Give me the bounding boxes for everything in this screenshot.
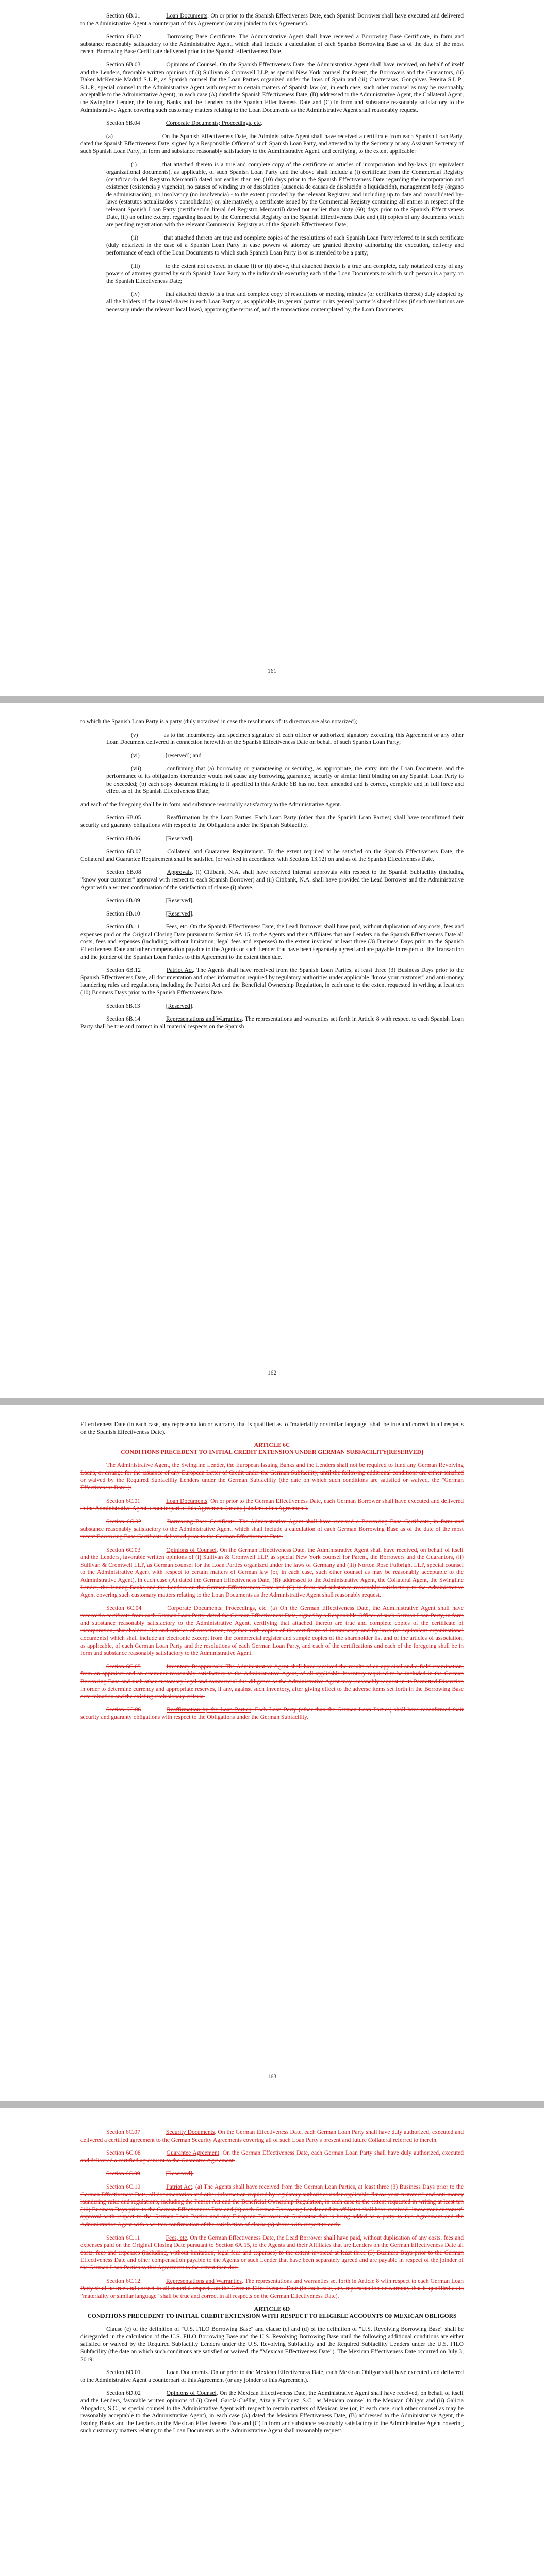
section-6b07: Section 6B.07 Collateral and Guarantee Requirement. To the extent required to be satisfied on the Spanish Effectiveness Date, the Collateral and Guarantee Requirement shall be satisfied (or waived in accordance with Sections 13.12) on and as of the Spanish Effectiveness Date. bbox=[80, 848, 464, 862]
section-6b10: Section 6B.10 [Reserved]. bbox=[106, 910, 194, 917]
section-6b09: Section 6B.09 [Reserved]. bbox=[106, 897, 194, 904]
section-6c04: Section 6C.04 Corporate Documents; Proceedings, etc. (a) On the German Effectiveness Date, the Administrative Agent shall have received a certificate from each German Loan Party, dated the German Effectiveness Date, signed by a Responsible Officer of such German Loan Party, in form and substance reasonably satisfactory to the Administrative Agent, certifying that attached thereto are true and complete copies of the certificate of incorporation, shareholders' list and articles of association, together with copies of the certificate of incumbency and by-laws (or equivalent organizational documents) which shall include an electronic excerpt from the commercial register and sample copies of the shareholder list and of the articles of association, as applicable, of each German Loan Party and the resolutions of each German Loan Party, and each of the certifications and each of the foregoing shall be in form and substance reasonably satisfactory to the Administrative Agent. bbox=[80, 1604, 464, 1657]
section-6b14: Section 6B.14 Representations and Warranties. The representations and warranties set forth in Article 8 with respect to each Spanish Loan Party shall be true and correct in all material respects on the Spanish bbox=[80, 1015, 464, 1030]
section-6b02: Section 6B.02 Borrowing Base Certificate. The Administrative Agent shall have received a Borrowing Base Certificate, in form and substance reasonably satisfactory to the Administrative Agent, which shall include a calculation of each Spanish Borrowing Base as of the date of the most recent Borrowing Base Certificate delivered prior to the Spanish Effectiveness Date. bbox=[80, 33, 464, 55]
section-6b06: Section 6B.06 [Reserved]. bbox=[106, 835, 194, 842]
section-6b08: Section 6B.08 Approvals. (i) Citibank, N.A. shall have received internal approvals with respect to the Spanish Subfacility (including "know your customer" approval with respect to each Spanish Borrower) and (ii) Citibank, N.A. shall have provided the Lead Borrower and the Administrative Agent with a written confirmation of the satisfaction of clause (i) above. bbox=[80, 869, 464, 891]
section-6b12: Section 6B.12 Patriot Act. The Agents shall have received from the Spanish Loan Parties, at least three (3) Business Days prior to the Spanish Effectiveness Date, all documentation and other information required by regulatory authorities under applicable "know your customer" and anti-money laundering rules and regulations, including the Patriot Act and the Beneficial Ownership Regulation, in each case to the extent requested in writing at least ten (10) Business Days prior to the Spanish Effectiveness Date. bbox=[80, 967, 464, 996]
article-6d-intro: Clause (c) of the definition of "U.S. FILO Borrowing Base" and clause (c) and (d) of the definition of "U.S. Revolving Borrowing Base" shall be disregarded in the calculation of the U.S. FILO Borrowing Base and the U.S. Revolving Borrowing Base until the following additional conditions are either satisfied or waived by the Required Subfacility Lenders under the U.S. Revolving Subfacility and the Required Subfacility Lenders under the U.S. FILO Subfacility (the date on which such conditions are satisfied or waived, the "Mexican Effectiveness Date"). The Mexican Effectiveness Date occurred on July 3, 2019: bbox=[80, 2326, 464, 2363]
section-6b04: Section 6B.04 Corporate Documents; Proceedings, etc. bbox=[106, 120, 262, 127]
section-6d01: Section 6D.01 Loan Documents. On or prior to the Mexican Effectiveness Date, each Mexican Obligor shall have executed and delivered to the Administrative Agent a counterpart of this Agreement (or any joinder to this Agreement). bbox=[80, 2369, 464, 2383]
page-164 bbox=[0, 2108, 544, 2576]
section-6c06: Section 6C.06 Reaffirmation by the Loan Parties. Each Loan Party (other than the German Loan Parties) shall have reconfirmed their security and guaranty obligations with respect to the Obligations under the German Subfacility. bbox=[80, 1706, 464, 1721]
page-number: 161 bbox=[267, 668, 277, 674]
section-6b04-a-vii: (vii) confirming that (a) borrowing or guaranteeing or securing, as appropriate, the entry into the Loan Documents and the performance of its obligations thereunder would not cause any borrowing, guarantee, security or similar limit binding on any Spanish Loan Party to be exceeded; (b) each copy document relating to it specified in this Article 6B has not been amended and is correct, complete and in full force and effect as of the Spanish Effectiveness Date; bbox=[106, 765, 464, 795]
section-6c05: Section 6C.05 Inventory Reappraisals. The Administrative Agent shall have received the results of an appraisal and a field examination, from an appraiser and an examiner reasonably satisfactory to the Administrative Agent, of all applicable Inventory required to be included in the German Borrowing Base and such other customary legal and commercial due diligence as the Administrative Agent may reasonably request in its Permitted Discretion in order to determine currency and appropriate reserves, if any, against such Inventory, after giving effect to the adverse items set forth in the Borrowing Base determination and the existing exclusionary criteria. bbox=[80, 1663, 464, 1700]
section-6c01: Section 6C.01 Loan Documents. On or prior to the German Effectiveness Date, each German Borrower shall have executed and delivered to the Administrative Agent a counterpart of this Agreement (or any joinder to this Agreement). bbox=[80, 1497, 464, 1512]
section-6c07: Section 6C.07 Security Documents. On the German Effectiveness Date, each German Loan Party shall have duly authorized, executed and delivered a certified agreement to the German Security Agreements covering all of such Loan Party's present and future Collateral referred to therein. bbox=[80, 2129, 464, 2143]
page-161 bbox=[0, 0, 544, 696]
page-162 bbox=[0, 703, 544, 1398]
section-6b05: Section 6B.05 Reaffirmation by the Loan Parties. Each Loan Party (other than the Spanish Loan Parties) shall have reconfirmed their security and guaranty obligations with respect to the Obligations under the Spanish Subfacility. bbox=[80, 814, 464, 828]
section-6d02: Section 6D.02 Opinions of Counsel. On the Mexican Effectiveness Date, the Administrative Agent shall have received, on behalf of itself and the Lenders, favorable written opinions of (i) Creel, García-Cuéllar, Aiza y Enríquez, S.C., as Mexican counsel to the Mexican Obligor and (ii) Galicia Abogados, S.C., as special counsel to the Administrative Agent with respect to certain matters of Mexican law (or, in each case, such other counsel as may be reasonably acceptable to the Administrative Agent), in each case (A) dated the Mexican Effectiveness Date, (B) addressed to the Administrative Agent, the Issuing Banks and the Lenders on the Mexican Effectiveness Date and (C) in form and substance reasonably satisfactory to the Administrative Agent covering such customary matters relating to the Loan Documents as the Administrative Agent shall reasonably request. bbox=[80, 2389, 464, 2434]
article-6d-heading: ARTICLE 6D CONDITIONS PRECEDENT TO INITIAL CREDIT EXTENSION WITH RESPECT TO ELIGIBLE ACCOUNTS OF MEXICAN OBLIGORS bbox=[87, 2306, 457, 2320]
section-6c02: Section 6C.02 Borrowing Base Certificate. The Administrative Agent shall have received a Borrowing Base Certificate, in form and substance reasonably satisfactory to the Administrative Agent, which shall include a calculation of each German Borrowing Base as of the date of the most recent Borrowing Base Certificate delivered prior to the German Effectiveness Date. bbox=[80, 1518, 464, 1540]
section-6b04-a: (a) On the Spanish Effectiveness Date, the Administrative Agent shall have received a certificate from each Spanish Loan Party, dated the Spanish Effectiveness Date, signed by a Responsible Officer of such Spanish Loan Party, and attested to by the Secretary or any Assistant Secretary of such Spanish Loan Party, in form and substance reasonably satisfactory to the Administrative Agent, and certifying, to the extent applicable: bbox=[80, 132, 464, 155]
section-6b04-a-vi: (vi) [reserved]; and bbox=[131, 752, 202, 759]
page-163 bbox=[0, 1405, 544, 2101]
section-6b04-a-ii: (ii) that attached thereto are true and complete copies of the resolutions of each Spanish Loan Party referred to in such certificate (duly notarized in the case of a Spanish Loan Party in case powers of attorney are granted therein) authorizing the execution, delivery and performance of each of the Loan Documents to which such Spanish Loan Party is or is intended to be a party; bbox=[106, 234, 464, 257]
article-6c-intro: The Administrative Agent, the Swingline Lender, the European Issuing Banks and the Lenders shall not be required to fund any German Revolving Loans, or arrange for the issuance of any European Letter of Credit under the German Subfacility, until the following additional conditions are either satisfied or waived by the Required Subfacility Lenders under the German Subfacility (the date on which such conditions are satisfied or waived, the "German Effectiveness Date"): bbox=[80, 1462, 464, 1491]
section-6b11: Section 6B.11 Fees, etc. On the Spanish Effectiveness Date, the Lead Borrower shall have paid, without duplication of any costs, fees and expenses paid on the Original Closing Date pursuant to Section 6A.15, to the Agents and their Affiliates that are Lenders on the Spanish Effectiveness Date all costs, fees and expenses (including, without limitation, legal fees and expenses) to the extent invoiced at least three (3) Business Days prior to the Spanish Effectiveness Date and other compensation payable to the Agents or such Lender that have been separately agreed and are payable in respect of the Transaction and the joinder of the Spanish Loan Parties to this Agreement to the extent then due. bbox=[80, 923, 464, 960]
section-6b04-a-iii: (iii) to the extent not covered in clause (i) or (ii) above, that attached thereto is a true and complete, duly notarized copy of any powers of attorney granted by such Spanish Loan Party to the individuals executing each of the Loan Documents to which such person is a party on the Spanish Effectiveness Date; bbox=[106, 262, 464, 284]
section-6b04-a-v: (v) as to the incumbency and specimen signature of each officer or authorized signatory executing this Agreement or any other Loan Document delivered in connection herewith on the Spanish Effectiveness Date on behalf of such Spanish Loan Party; bbox=[106, 731, 464, 746]
section-6b01: Section 6B.01 Loan Documents. On or prior to the Spanish Effectiveness Date, each Spanish Borrower shall have executed and delivered to the Administrative Agent a counterpart of this Agreement (or any joinder to this Agreement). bbox=[80, 12, 464, 27]
section-6b13: Section 6B.13 [Reserved]. bbox=[106, 1002, 194, 1009]
section-6c11: Section 6C.11 Fees, etc. On the German Effectiveness Date, the Lead Borrower shall have paid, without duplication of any costs, fees and expenses paid on the Original Closing Date pursuant to Section 6A.15, to the Agents and their Affiliates that are Lenders on the German Effectiveness Date all costs, fees and expenses (including, without limitation, legal fees and expenses) to the extent invoiced at least three (3) Business Days prior to the German Effectiveness Date and other compensation payable to the Agents or such Lender that have been separately agreed and are payable in respect of the joinder of the German Loan Parties to this Agreement to the extent then due. bbox=[80, 2234, 464, 2271]
page-number: 163 bbox=[267, 2073, 277, 2080]
section-6b04-a-iv: (iv) that attached thereto is a true and complete copy of resolutions or meeting minutes (or certificates thereof) duly adopted by all the holders of the issued shares in each Loan Party or, as applicable, its general partner or its general partner's shareholders (if such resolutions are necessary under the relevant local laws), approving the terms of, and the transactions contemplated by, the Loan Documents bbox=[106, 291, 464, 313]
section-6c08: Section 6C.08 Guarantee Agreement. On the German Effectiveness Date, each German Loan Party shall have duly authorized, executed and delivered a certified agreement to the Guarantee Agreement. bbox=[80, 2149, 464, 2164]
foregoing-clause: and each of the foregoing shall be in form and substance reasonably satisfactory to the Administrative Agent. bbox=[80, 801, 341, 808]
page-number: 162 bbox=[267, 1369, 277, 1376]
section-6b04-a-i: (i) that attached thereto is a true and complete copy of the certificate or articles of incorporation and by-laws (or equivalent organizational documents), as applicable, of such Spanish Loan Party and the above shall include a (i) certificate from the Commercial Registry (certificación del Registro Mercantil) dated not earlier than ten (10) days prior to the Spanish Effectiveness Date regarding the incorporation and existence (existencia y vigencia), no causes of winding up or dissolution (ausencia de causas de disolución o liquidación), management body (órgano de administración), no insolvency (no insolvencia) - to the extent provided by the relevant Registrar, and including up to date and consolidated by-laws (estatutos actualizados y consolidados) or, alternatively, a certificate issued by the Commercial Registry containing all entries in respect of the relevant Spanish Loan Party (certificación literal del Registro Mercantil) dated not earlier than sixty (60) days prior to the Spanish Effectiveness Date, (ii) an online excerpt regarding issued by the Commercial Registry on the Spanish Effectiveness Date and (iii) copies of any documents which are pending registration with the relevant Commercial Registry as of the Spanish Effectiveness Date; bbox=[106, 161, 464, 228]
section-6c03: Section 6C.03 Opinions of Counsel. On the German Effectiveness Date, the Administrative Agent shall have received, on behalf of itself and the Lenders, favorable written opinions of (i) Sullivan & Cromwell LLP, as special New York counsel for Parent, the Borrowers and the Guarantors, (ii) Sullivan & Cromwell LLP, as German counsel for the Loan Parties organized under the laws of Germany and (iii) Norton Rose Fulbright LLP, special counsel to the Administrative Agent with respect to certain matters of German law (or, in each case, such other counsel as may be reasonably acceptable to the Administrative Agent), in each case (A) dated the German Effectiveness Date, (B) addressed to the Administrative Agent, the Collateral Agent, the Swingline Lender, the Issuing Banks and the Lenders on the German Effectiveness Date and (C) in form and substance reasonably satisfactory to the Administrative Agent covering such customary matters relating to the Loan Documents as the Administrative Agent shall reasonably request. bbox=[80, 1546, 464, 1599]
section-6c10: Section 6C.10 Patriot Act. (a) The Agents shall have received from the German Loan Parties, at least three (3) Business Days prior to the German Effectiveness Date, all documentation and other information required by regulatory authorities under applicable "know your customer" and anti-money laundering rules and regulations, including the Patriot Act and the Beneficial Ownership Regulation, in each case to the extent requested in writing at least ten (10) Business Days prior to the German Effectiveness Date and (b) each German Borrowing Lender and its affiliates shall have received "know your customer" approval with respect to the German Loan Parties and any European Borrower or Guarantor that is being added as a party to this Agreement and the Administrative Agent with a written confirmation of the satisfaction of clause (a) above with respect to each. bbox=[80, 2183, 464, 2228]
continuation: Effectiveness Date (in each case, any representation or warranty that is qualified as to "materiality or similar language" shall be true and correct in all respects on the Spanish Effectiveness Date). bbox=[80, 1421, 464, 1435]
section-6b03: Section 6B.03 Opinions of Counsel. On the Spanish Effectiveness Date, the Administrative Agent shall have received, on behalf of itself and the Lenders, favorable written opinions of (i) Sullivan & Cromwell LLP, as special New York counsel for Parent, the Borrowers and the Guarantors, (ii) Baker McKenzie Madrid S.L.P., as Spanish counsel for the Loan Parties organized under the laws of Spain and (iii) Cuatrecasas, Gonçalves Pereira S.L.P., S.L.P., special counsel to the Administrative Agent with respect to certain matters of Spanish law (or, in each case, such other counsel as may be reasonably acceptable to the Administrative Agent), in each case (A) dated the Spanish Effectiveness Date, (B) addressed to the Administrative Agent, the Collateral Agent, the Swingline Lender, the Issuing Banks and the Lenders on the Spanish Effectiveness Date and (C) in form and substance reasonably satisfactory to the Administrative Agent covering such customary matters relating to the Loan Documents as the Administrative Agent shall reasonably request. bbox=[80, 61, 464, 113]
section-6c09: Section 6C.09 [Reserved]. bbox=[106, 2170, 194, 2177]
section-6c12: Section 6C.12 Representations and Warranties. The representations and warranties set forth in Article 8 with respect to each German Loan Party shall be true and correct in all material respects on the German Effectiveness Date (in each case, any representation or warranty that is qualified as to "materiality or similar language" shall be true and correct in all respects on the German Effectiveness Date). bbox=[80, 2277, 464, 2299]
article-6c-heading: ARTICLE 6C CONDITIONS PRECEDENT TO INITIAL CREDIT EXTENSION UNDER GERMAN SUBFACILITY[RESERVED] bbox=[121, 1442, 423, 1456]
continuation: to which the Spanish Loan Party is a party (duly notarized in case the resolutions of its directors are also notarized); bbox=[80, 718, 358, 725]
